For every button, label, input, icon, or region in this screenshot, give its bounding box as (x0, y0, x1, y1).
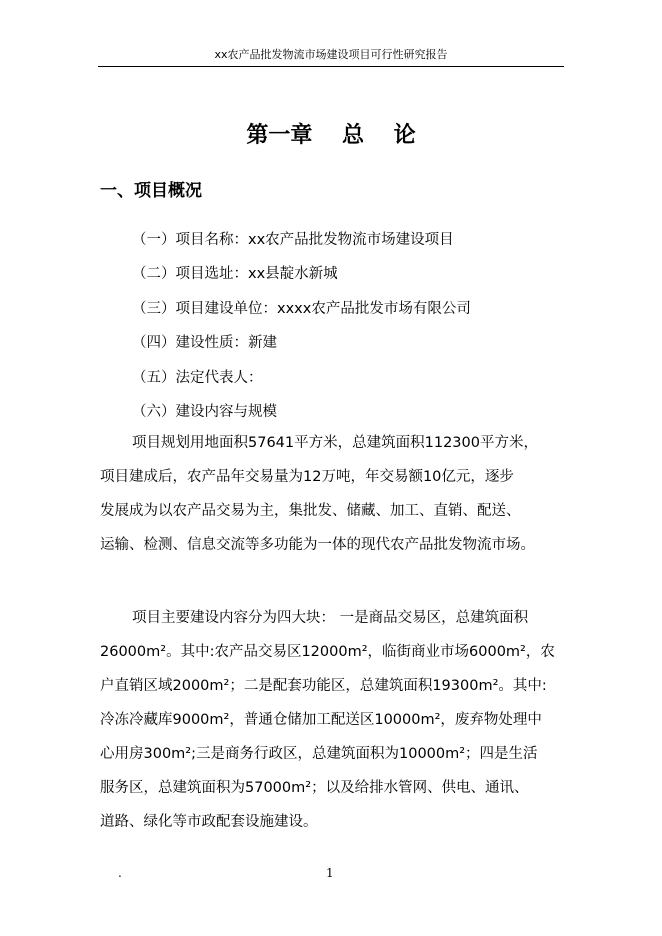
paragraph-scale (100, 426, 560, 562)
paragraph-line: 道路、绿化等市政配套设施建设。 (100, 814, 318, 830)
paragraph-line: 发展成为以农产品交易为主，集批发、储藏、加工、直销、配送、 (100, 503, 521, 519)
paragraph-line: 冷冻冷藏库9000m²，普通仓储加工配送区10000m²，废弃物处理中 (100, 712, 542, 728)
item-project-location: （二）项目选址：xx县靛水新城 (132, 266, 338, 282)
paragraph-line: 项目规划用地面积57641平方米，总建筑面积112300平方米， (132, 435, 538, 451)
paragraph-line: 项目建成后，农产品年交易量为12万吨，年交易额10亿元，逐步 (100, 469, 514, 485)
item-construction-scope: （六）建设内容与规模 (132, 404, 277, 420)
chapter-title: 第一章 总 论 (246, 122, 416, 148)
page-number: 1 (326, 866, 334, 880)
paragraph-content (100, 601, 560, 839)
item-construction-nature: （四）建设性质：新建 (132, 335, 277, 351)
footer-marker: . (118, 866, 122, 880)
paragraph-line: 26000m²。其中:农产品交易区12000m²，临街商业市场6000m²，农 (100, 644, 555, 660)
item-construction-unit: （三）项目建设单位：xxxx农产品批发市场有限公司 (132, 301, 471, 317)
section-heading: 一、项目概况 (100, 181, 202, 201)
paragraph-line: 运输、检测、信息交流等多功能为一体的现代农产品批发物流市场。 (100, 537, 535, 553)
item-legal-representative: （五）法定代表人： (132, 370, 263, 386)
item-project-name: （一）项目名称：xx农产品批发物流市场建设项目 (132, 232, 454, 248)
paragraph-line: 服务区，总建筑面积为57000m²；以及给排水管网、供电、通讯、 (100, 780, 529, 796)
running-header: xx农产品批发物流市场建设项目可行性研究报告 (98, 44, 564, 67)
paragraph-line: 项目主要建设内容分为四大块： 一是商品交易区，总建筑面积 (132, 610, 529, 626)
paragraph-line: 户直销区域2000m²；二是配套功能区，总建筑面积19300m²。其中: (100, 678, 547, 694)
paragraph-line: 心用房300m²;三是商务行政区，总建筑面积为10000m²；四是生活 (100, 746, 538, 762)
